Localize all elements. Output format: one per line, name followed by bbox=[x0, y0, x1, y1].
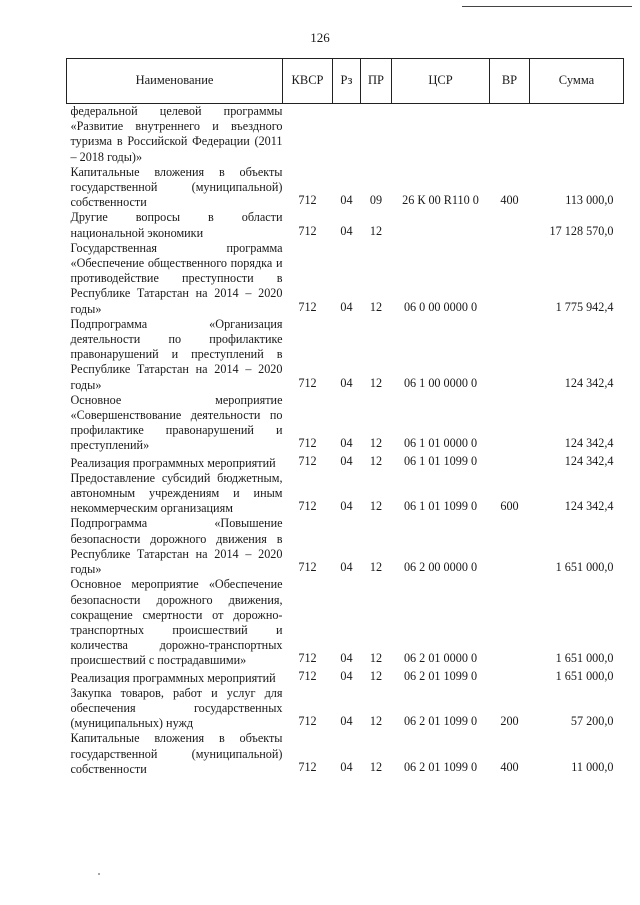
row-vr bbox=[490, 241, 530, 317]
row-kvsr: 712 bbox=[298, 714, 317, 729]
row-csr: 06 2 01 1099 0 bbox=[403, 668, 478, 683]
row-kvsr: 712 bbox=[298, 668, 317, 683]
row-rz: 04 bbox=[340, 668, 353, 683]
row-name: Другие вопросы в области национальной экономики bbox=[70, 210, 283, 240]
row-sum: 1 651 000,0 bbox=[555, 560, 614, 575]
table-row bbox=[67, 104, 624, 165]
row-vr bbox=[490, 317, 530, 393]
row-rz: 04 bbox=[340, 193, 353, 208]
row-pr: 12 bbox=[369, 714, 383, 729]
row-kvsr: 712 bbox=[298, 223, 317, 238]
row-pr bbox=[361, 104, 392, 165]
table-row bbox=[67, 516, 624, 577]
row-name: федеральной целевой программы «Развитие внутреннего и въездного туризма в Российской Федерации (2011 – 2018 годы)» bbox=[70, 104, 283, 164]
row-rz: 04 bbox=[340, 223, 353, 238]
row-rz: 04 bbox=[340, 499, 353, 514]
table-row bbox=[67, 577, 624, 668]
table-row bbox=[67, 210, 624, 240]
row-sum: 11 000,0 bbox=[571, 759, 614, 774]
row-pr: 12 bbox=[369, 759, 383, 774]
row-csr bbox=[392, 210, 490, 240]
header-pr: ПР bbox=[361, 59, 392, 104]
table-header-row bbox=[67, 59, 624, 104]
row-kvsr: 712 bbox=[298, 560, 317, 575]
row-vr bbox=[490, 104, 530, 165]
row-name: Основное мероприятие «Совершенствование деятельности по профилактике правонарушений и преступлений» bbox=[70, 392, 283, 453]
row-pr: 12 bbox=[369, 375, 383, 390]
row-csr: 06 1 00 0000 0 bbox=[403, 375, 478, 390]
row-vr bbox=[490, 669, 530, 686]
row-vr: 600 bbox=[500, 499, 519, 514]
row-rz: 04 bbox=[340, 375, 353, 390]
table-row bbox=[67, 471, 624, 517]
header-csr: ЦСР bbox=[392, 59, 490, 104]
row-kvsr: 712 bbox=[298, 436, 317, 451]
header-kvsr: КВСР bbox=[283, 59, 333, 104]
row-kvsr bbox=[283, 104, 333, 165]
row-vr bbox=[490, 210, 530, 240]
row-rz bbox=[333, 104, 361, 165]
row-csr: 06 2 00 0000 0 bbox=[403, 560, 478, 575]
row-kvsr: 712 bbox=[298, 499, 317, 514]
row-sum: 124 342,4 bbox=[564, 499, 614, 514]
table-row bbox=[67, 241, 624, 317]
table-row bbox=[67, 686, 624, 732]
row-sum: 113 000,0 bbox=[565, 193, 614, 208]
row-sum: 124 342,4 bbox=[564, 453, 614, 468]
row-pr: 12 bbox=[369, 223, 383, 238]
row-kvsr: 712 bbox=[298, 193, 317, 208]
row-kvsr: 712 bbox=[298, 375, 317, 390]
row-csr: 06 2 01 0000 0 bbox=[403, 651, 478, 666]
row-vr bbox=[490, 516, 530, 577]
row-pr: 09 bbox=[369, 193, 383, 208]
row-vr: 200 bbox=[500, 714, 519, 729]
header-rz: Рз bbox=[333, 59, 361, 104]
page-number: 126 bbox=[310, 30, 330, 45]
row-sum: 124 342,4 bbox=[564, 436, 614, 451]
row-pr: 12 bbox=[369, 299, 383, 314]
row-vr: 400 bbox=[500, 759, 519, 774]
row-rz: 04 bbox=[340, 436, 353, 451]
row-sum: 1 651 000,0 bbox=[555, 651, 614, 666]
row-name: Реализация программных мероприятий bbox=[70, 455, 276, 470]
row-vr: 400 bbox=[500, 193, 519, 208]
row-pr: 12 bbox=[369, 453, 383, 468]
row-pr: 12 bbox=[369, 436, 383, 451]
table-row bbox=[67, 731, 624, 777]
row-name: Предоставление субсидий бюджетным, автономным учреждениям и иным некоммерческим организациям bbox=[70, 470, 283, 516]
row-rz: 04 bbox=[340, 651, 353, 666]
row-sum: 17 128 570,0 bbox=[549, 223, 614, 238]
row-vr bbox=[490, 454, 530, 471]
row-sum: 124 342,4 bbox=[564, 375, 614, 390]
row-csr bbox=[392, 104, 490, 165]
row-name: Капитальные вложения в объекты государственной (муниципальной) собственности bbox=[70, 164, 283, 210]
row-pr: 12 bbox=[369, 499, 383, 514]
row-rz: 04 bbox=[340, 299, 353, 314]
row-name: Подпрограмма «Организация деятельности по профилактике правонарушений и преступлений в Республике Татарстан на 2014 – 2020 годы» bbox=[70, 316, 283, 392]
row-pr: 12 bbox=[369, 560, 383, 575]
row-kvsr: 712 bbox=[298, 453, 317, 468]
row-sum: 57 200,0 bbox=[570, 714, 614, 729]
table-row bbox=[67, 454, 624, 471]
row-rz: 04 bbox=[340, 714, 353, 729]
row-name: Основное мероприятие «Обеспечение безопасности дорожного движения, сокращение смертности от дорожно-транспортных происшествий и количества дорожно-транспортных происшествий с пострадавшими» bbox=[70, 577, 283, 668]
row-kvsr: 712 bbox=[298, 651, 317, 666]
header-rule bbox=[462, 6, 632, 7]
table-row bbox=[67, 317, 624, 393]
row-rz: 04 bbox=[340, 560, 353, 575]
row-name: Капитальные вложения в объекты государственной (муниципальной) собственности bbox=[70, 731, 283, 776]
table-row bbox=[67, 165, 624, 211]
row-name: Закупка товаров, работ и услуг для обеспечения государственных (муниципальных) нужд bbox=[70, 685, 283, 731]
row-csr: 06 1 01 1099 0 bbox=[403, 453, 478, 468]
row-csr: 06 2 01 1099 0 bbox=[403, 714, 478, 729]
header-name: Наименование bbox=[67, 59, 283, 104]
row-sum bbox=[530, 104, 624, 165]
header-vr: ВР bbox=[490, 59, 530, 104]
row-sum: 1 775 942,4 bbox=[555, 299, 614, 314]
header-sum: Сумма bbox=[530, 59, 624, 104]
row-csr: 06 1 01 1099 0 bbox=[403, 499, 478, 514]
row-csr: 06 1 01 0000 0 bbox=[403, 436, 478, 451]
row-vr bbox=[490, 393, 530, 454]
table-row bbox=[67, 393, 624, 454]
row-vr bbox=[490, 577, 530, 668]
row-rz: 04 bbox=[340, 759, 353, 774]
scan-speck bbox=[98, 873, 100, 875]
budget-table bbox=[66, 58, 624, 777]
row-name: Подпрограмма «Повышение безопасности дорожного движения в Республике Татарстан на 2014 – 2020 годы» bbox=[70, 516, 283, 577]
row-kvsr: 712 bbox=[298, 759, 317, 774]
row-csr: 06 2 01 1099 0 bbox=[403, 759, 478, 774]
row-kvsr: 712 bbox=[298, 299, 317, 314]
row-csr: 26 К 00 R110 0 bbox=[402, 193, 479, 208]
row-sum: 1 651 000,0 bbox=[555, 668, 614, 683]
row-name: Государственная программа «Обеспечение общественного порядка и противодействие преступности в Республике Татарстан на 2014 – 2020 годы» bbox=[70, 240, 283, 316]
row-csr: 06 0 00 0000 0 bbox=[403, 299, 478, 314]
row-pr: 12 bbox=[369, 668, 383, 683]
table-row bbox=[67, 669, 624, 686]
row-rz: 04 bbox=[340, 453, 353, 468]
row-name: Реализация программных мероприятий bbox=[70, 670, 276, 685]
row-pr: 12 bbox=[369, 651, 383, 666]
